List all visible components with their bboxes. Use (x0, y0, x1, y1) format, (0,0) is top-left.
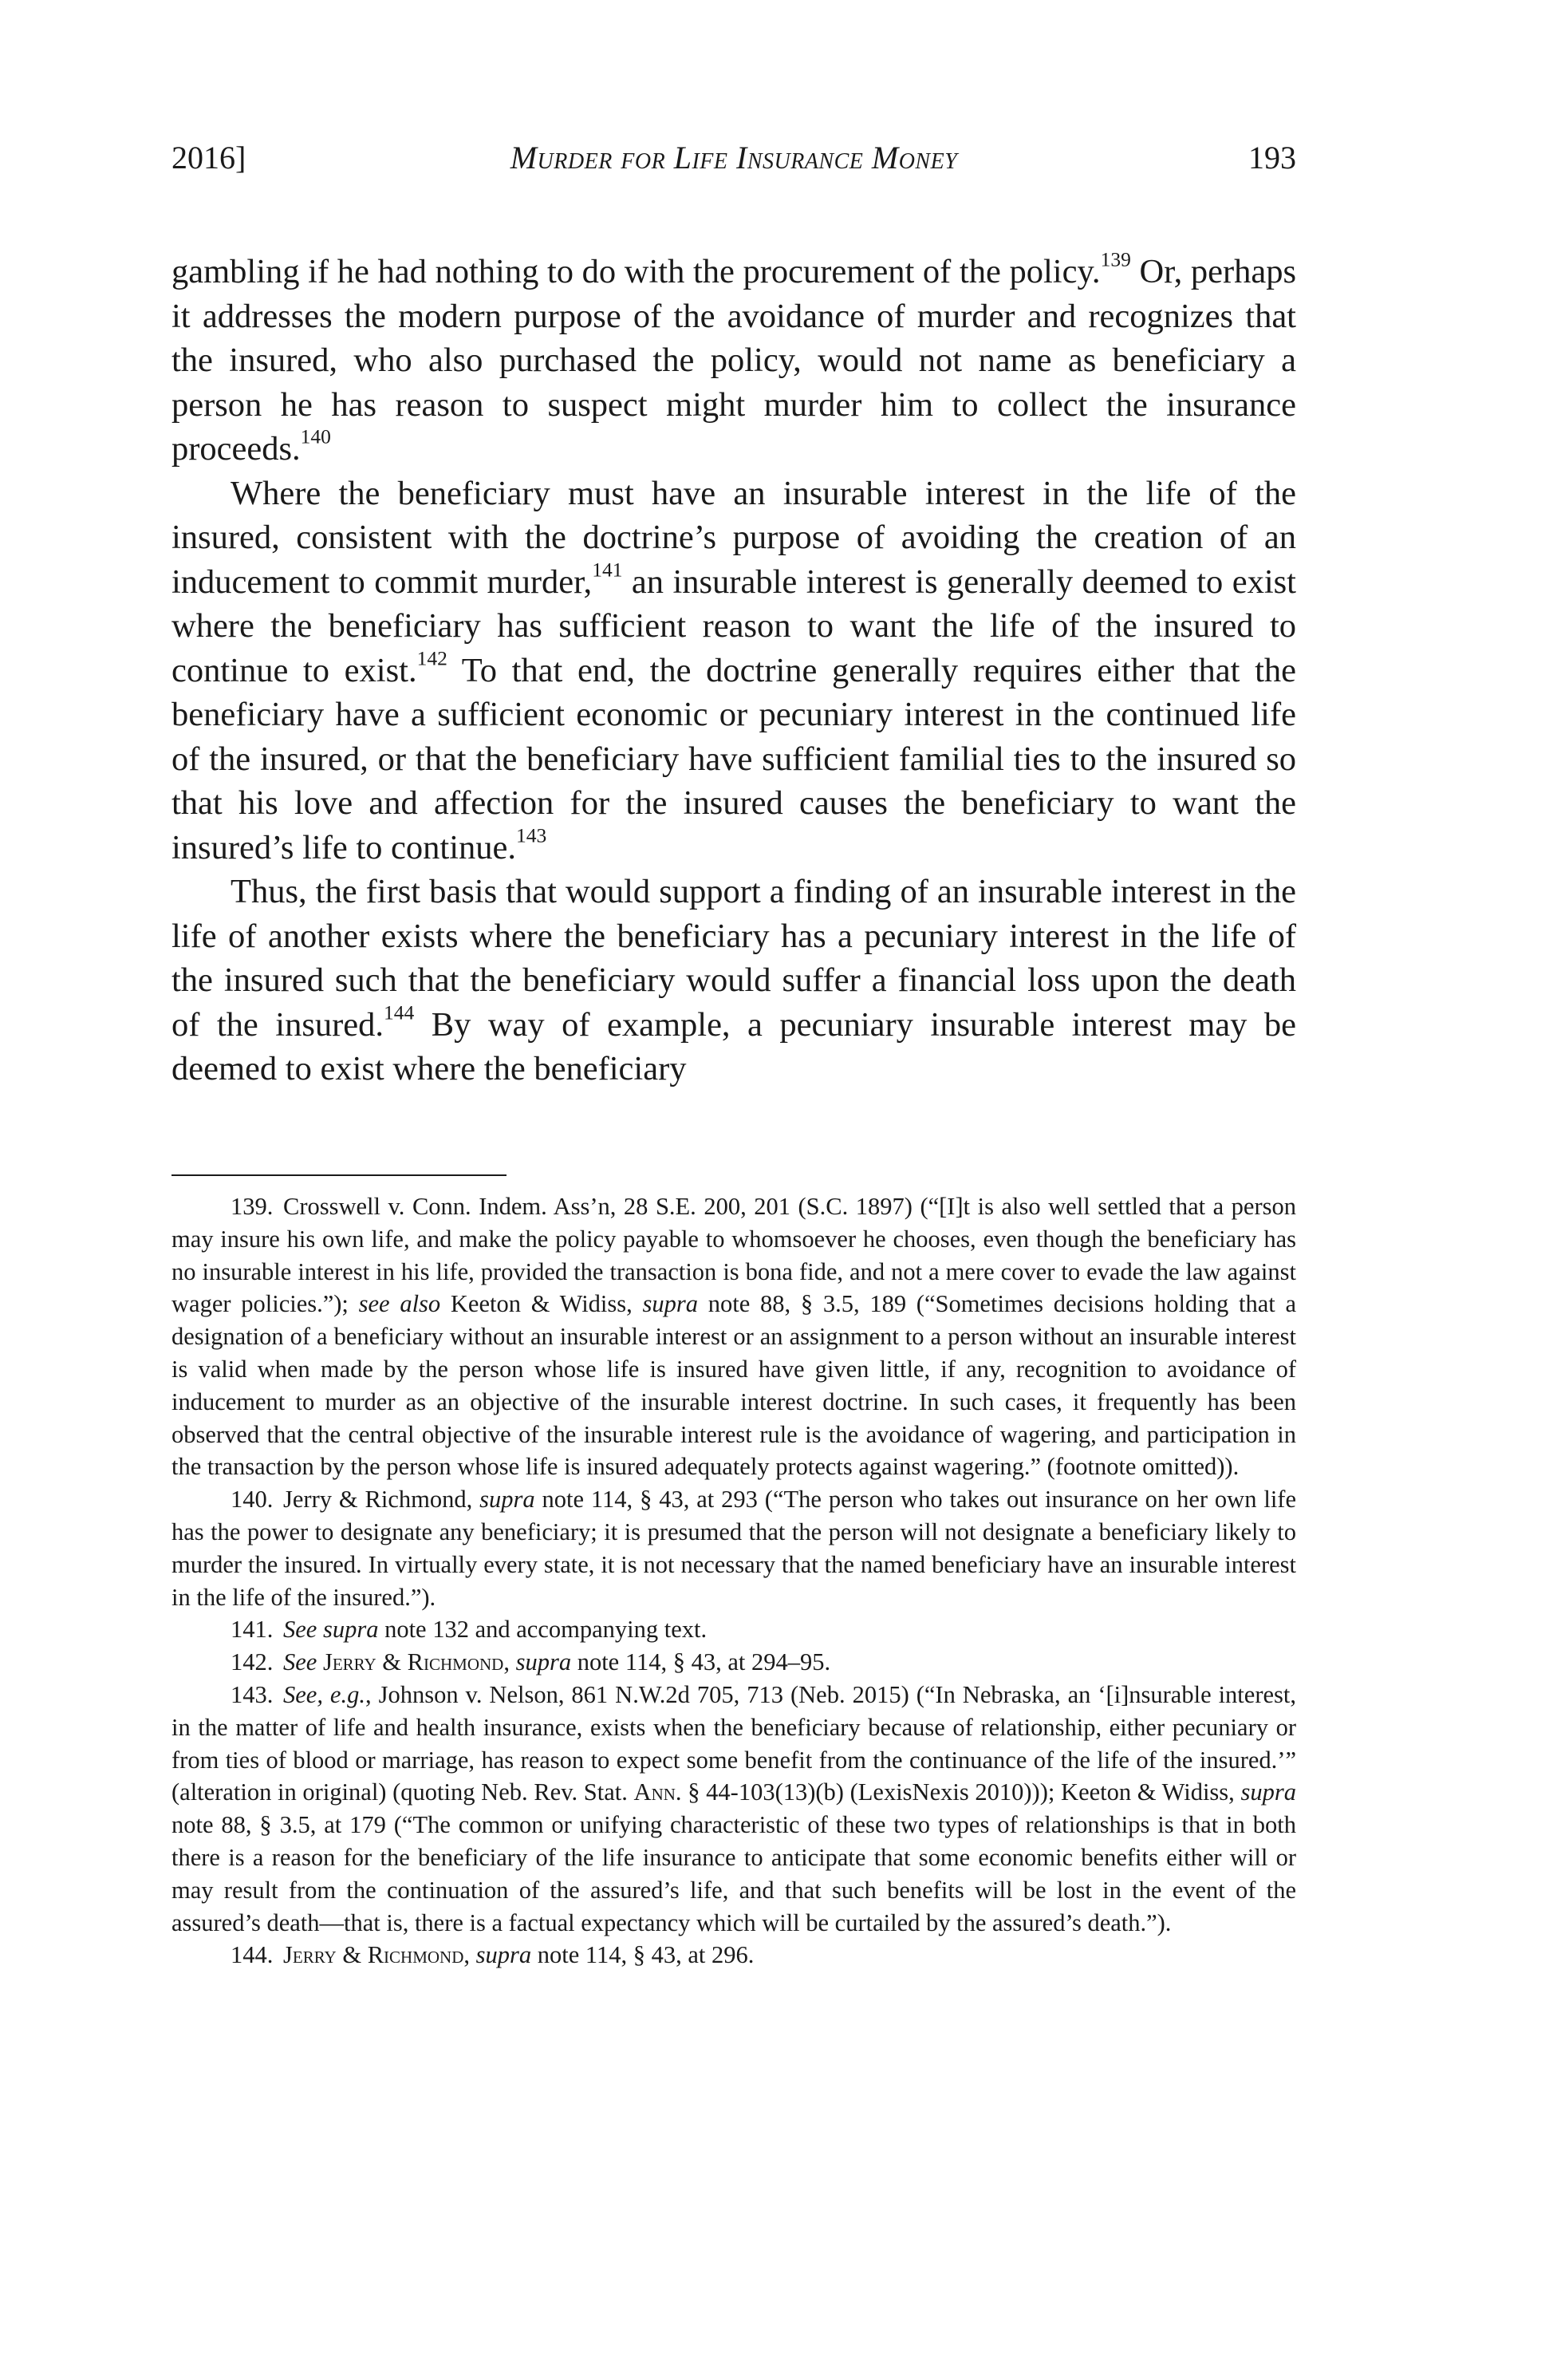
footnotes (171, 1190, 1296, 1971)
footnote-ref-139[interactable]: 139 (1100, 247, 1131, 271)
footnote-ref-143[interactable]: 143 (516, 823, 547, 847)
footnote-ref-142[interactable]: 142 (416, 646, 447, 670)
footnote-143: 143. See, e.g., Johnson v. Nelson, 861 N.W.2d 705, 713 (Neb. 2015) (“In Nebraska, an ‘[i]nsurable interest, in the matter of life and health insurance, exists when the beneficiary because of relationship, either pecuniary or from ties of blood or marriage, has reason to expect some benefit from the continuance of the life of the insured.’” (alteration in original) (quoting Neb. Rev. Stat. Ann. § 44-103(13)(b) (LexisNexis 2010))); Keeton & Widiss, supra note 88, § 3.5, at 179 (“The common or unifying characteristic of these two types of relationships is that in both there is a reason for the beneficiary of the life insurance to anticipate that some economic benefits either will or may result from the continuation of the assured’s life, and that such benefits will be lost in the event of the assured’s death—that is, there is a factual expectancy which will be curtailed by the assured’s death.”). (171, 1680, 1296, 1936)
main-text (171, 247, 1296, 1091)
paragraph-2: Where the beneficiary must have an insurable interest in the life of the insured, consistent with the doctrine’s purpose of avoiding the creation of an inducement to commit murder,$^{141}$ an insurable interest is generally deemed to exist where the beneficiary has sufficient reason to want the life of the insured to continue to exist.$^{142}$ To that end, the doctrine generally requires either that the beneficiary have a sufficient economic or pecuniary interest in the continued life of the insured, or that the beneficiary have sufficient familial ties to the insured so that his love and affection for the insured causes the beneficiary to want the insured’s life to continue.$^{143}$ (171, 474, 1296, 866)
footnote-141: 141. See supra note 132 and accompanying text. (231, 1616, 708, 1644)
footnote-ref-144[interactable]: 144 (384, 1001, 415, 1024)
header-year: 2016] (171, 140, 246, 176)
header-title: Murder for Life Insurance Money (510, 140, 958, 176)
footnote-139: 139. Crosswell v. Conn. Indem. Ass’n, 28 S.E. 200, 201 (S.C. 1897) (“[I]t is also well settled that a person may insure his own life, and make the policy payable to whomsoever he chooses, even though the beneficiary has no insurable interest in his life, provided the transaction is bona fide, and not a mere cover to evade the law against wager policies.”); see also Keeton & Widiss, supra note 88, § 3.5, 189 (“Sometimes decisions holding that a designation of a beneficiary without an insurable interest or an assignment to a person without an insurable interest is valid when made by the person whose life is insured have given little, if any, recognition to avoidance of inducement to murder as an objective of the insurable interest doctrine. In such cases, it frequently has been observed that the central objective of the insurable interest rule is the avoidance of wagering, and participation in the transaction by the person whose life is insured adequately protects against wagering.” (footnote omitted)). (171, 1193, 1296, 1481)
running-header (171, 134, 1296, 182)
page-number: 193 (1248, 140, 1296, 176)
footnote-142: 142. See Jerry & Richmond, supra note 114, § 43, at 294–95. (231, 1648, 831, 1676)
paragraph-1: gambling if he had nothing to do with the procurement of the policy.$^{139}$ Or, perhaps it addresses the modern purpose of the avoidance of murder and recognizes that the insured, who also purchased the policy, would not name as beneficiary a person he has reason to suspect might murder him to collect the insurance proceeds.$^{140}$ (171, 247, 1296, 468)
footnote-144: 144. Jerry & Richmond, supra note 114, § 43, at 296. (231, 1941, 755, 1969)
footnote-divider (171, 1174, 507, 1176)
footnote-ref-141[interactable]: 141 (592, 558, 623, 582)
footnote-140: 140. Jerry & Richmond, supra note 114, § 43, at 293 (“The person who takes out insurance on her own life has the power to designate any beneficiary; it is presumed that the person will not designate a beneficiary likely to murder the insured. In virtually every state, it is not necessary that the named beneficiary have an insurable interest in the life of the insured.”). (171, 1486, 1296, 1611)
paragraph-3: Thus, the first basis that would support a finding of an insurable interest in the life of another exists where the beneficiary has a pecuniary interest in the life of the insured such that the beneficiary would suffer a financial loss upon the death of the insured.$^{144}$ By way of example, a pecuniary insurable interest may be deemed to exist where the beneficiary (171, 873, 1296, 1087)
footnote-ref-140[interactable]: 140 (300, 424, 331, 448)
